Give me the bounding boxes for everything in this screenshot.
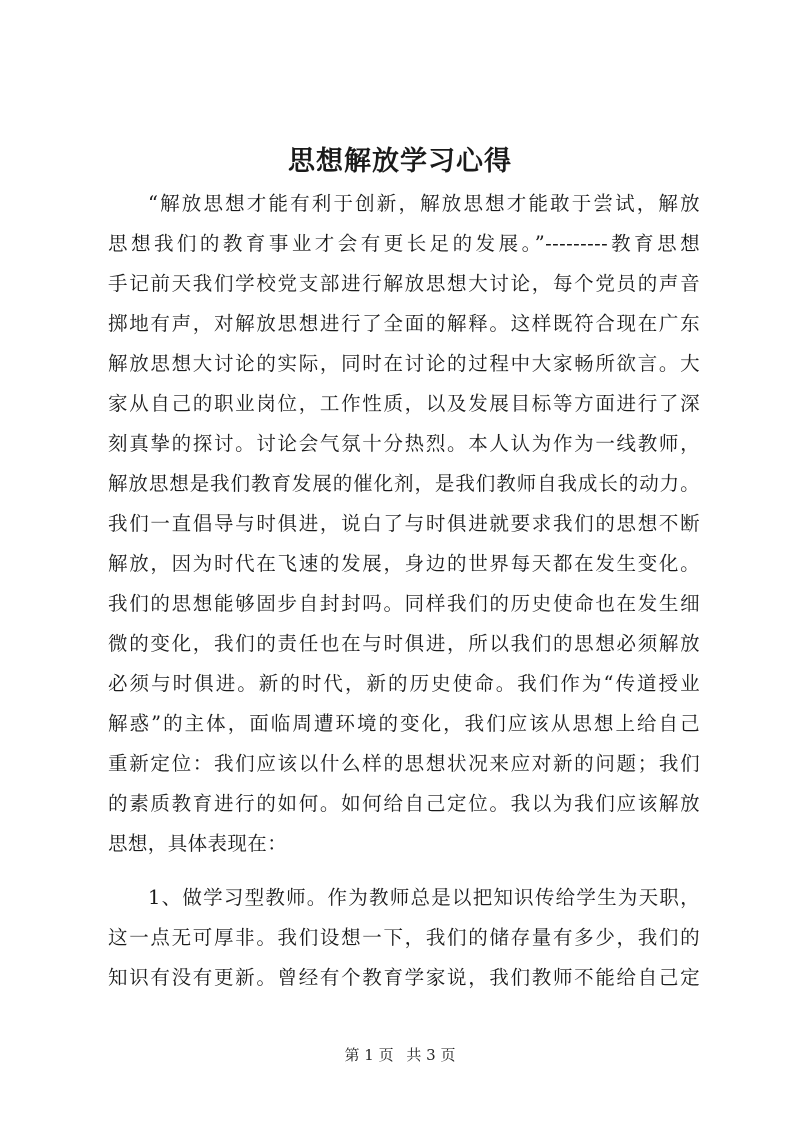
document-title: 思想解放学习心得	[288, 146, 512, 177]
text-line: 1、做学习型教师。作为教师总是以把知识传给学生为天职，	[148, 886, 700, 909]
text-line: 知识有没有更新。曾经有个教育学家说，我们教师不能给自己定	[108, 966, 700, 989]
paragraph-2	[108, 878, 700, 998]
text-line: 解放思想大讨论的实际，同时在讨论的过程中大家畅所欲言。大	[108, 352, 700, 375]
text-line: 解放，因为时代在飞速的发展，身边的世界每天都在发生变化。	[108, 552, 700, 575]
text-line: 掷地有声，对解放思想进行了全面的解释。这样既符合现在广东	[108, 312, 700, 335]
text-line: 解惑”的主体，面临周遭环境的变化，我们应该从思想上给自己	[108, 712, 700, 735]
text-line: 思想，具体表现在：	[108, 832, 288, 855]
text-line: 刻真挚的探讨。讨论会气氛十分热烈。本人认为作为一线教师，	[108, 432, 700, 455]
text-line: 手记前天我们学校党支部进行解放思想大讨论，每个党员的声音	[108, 272, 700, 295]
paragraph-gap	[108, 864, 700, 878]
paragraph-1	[108, 184, 700, 864]
text-line: 微的变化，我们的责任也在与时俱进，所以我们的思想必须解放	[108, 632, 700, 655]
text-line: 我们一直倡导与时俱进，说白了与时俱进就要求我们的思想不断	[108, 512, 700, 535]
document-body	[108, 184, 700, 998]
text-line: 这一点无可厚非。我们设想一下，我们的储存量有多少，我们的	[108, 926, 700, 949]
text-line: 解放思想是我们教育发展的催化剂，是我们教师自我成长的动力。	[108, 472, 700, 495]
text-line: 重新定位：我们应该以什么样的思想状况来应对新的问题；我们	[108, 752, 700, 775]
text-line: 的素质教育进行的如何。如何给自己定位。我以为我们应该解放	[108, 792, 700, 815]
text-line: 思想我们的教育事业才会有更长足的发展。”---------教育思想	[108, 232, 700, 255]
text-line: “解放思想才能有利于创新，解放思想才能敢于尝试，解放	[148, 192, 700, 215]
page-number: 第 1 页	[344, 1046, 394, 1064]
text-line: 必须与时俱进。新的时代，新的历史使命。我们作为“传道授业	[108, 672, 700, 695]
page-footer	[0, 1045, 800, 1065]
text-line: 家从自己的职业岗位，工作性质，以及发展目标等方面进行了深	[108, 392, 700, 415]
text-line: 我们的思想能够固步自封封吗。同样我们的历史使命也在发生细	[108, 592, 700, 615]
page-total: 共 3 页	[406, 1046, 456, 1064]
